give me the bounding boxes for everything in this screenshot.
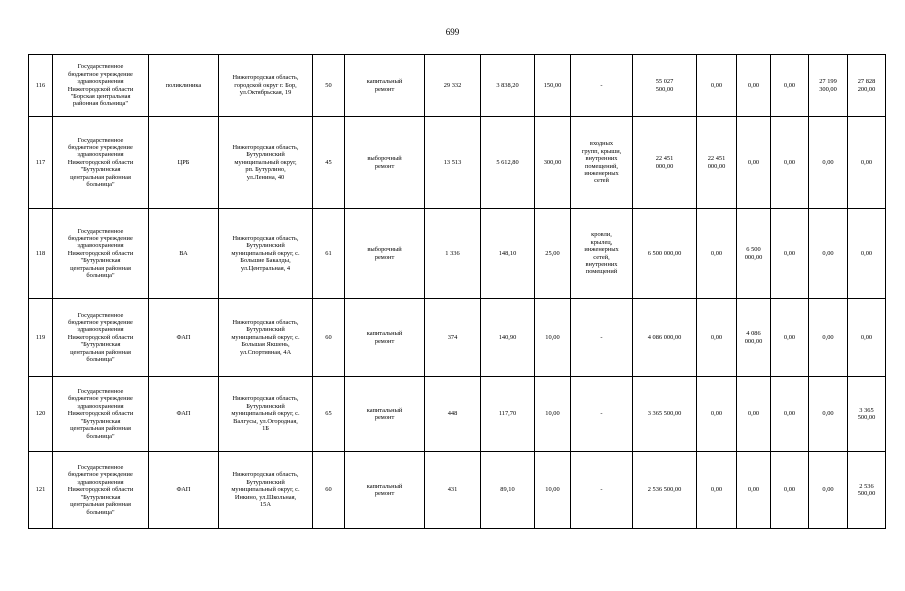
organization-cell-line: здравоохранения xyxy=(77,242,124,250)
address-cell-line: Нижегородская область, xyxy=(232,143,299,151)
year2-cost-cell-line: 0,00 xyxy=(747,486,760,494)
total-cost-cell xyxy=(633,209,697,299)
organization-cell-line: центральная районная xyxy=(70,173,131,181)
organization-cell-line: Государственное xyxy=(77,227,124,235)
year2-cost-cell-line: 4 086 xyxy=(746,330,761,338)
year1-cost-cell-line: 0,00 xyxy=(710,410,723,418)
table-row xyxy=(29,117,886,209)
organization-cell-line: больница" xyxy=(86,432,115,440)
year4-cost-cell xyxy=(809,209,848,299)
organization-cell-line: центральная районная xyxy=(70,425,131,433)
elements-cell-line: инженерных xyxy=(584,246,619,254)
year2-cost-cell xyxy=(737,299,771,377)
total-cost-cell-line: 500,00 xyxy=(655,85,674,93)
year5-cost-cell xyxy=(848,377,886,452)
elements-cell-line: групп, крыши, xyxy=(581,147,622,155)
year3-cost-cell xyxy=(771,55,809,117)
year4-cost-cell-line: 300,00 xyxy=(819,85,837,93)
year2-cost-cell xyxy=(737,377,771,452)
total-cost-cell-line: 000,00 xyxy=(655,162,674,170)
elements-cell xyxy=(571,55,633,117)
organization-cell xyxy=(53,55,149,117)
elements-cell-line: - xyxy=(600,333,603,341)
year5-cost-cell xyxy=(848,209,886,299)
total-cost-cell xyxy=(633,55,697,117)
year5-cost-cell-line: 0,00 xyxy=(860,249,873,257)
table-body xyxy=(29,55,886,529)
organization-cell xyxy=(53,377,149,452)
year4-cost-cell-line: 0,00 xyxy=(822,410,834,418)
table-row xyxy=(29,209,886,299)
address-cell-line: муниципальный округ, с. xyxy=(231,410,300,418)
row-number-cell: 121 xyxy=(29,452,53,529)
elements-cell-line: внутренних xyxy=(585,155,618,163)
year3-cost-cell xyxy=(771,299,809,377)
address-cell-line: Бутурлинский xyxy=(246,478,285,486)
year5-cost-cell xyxy=(848,117,886,209)
year4-cost-cell xyxy=(809,452,848,529)
year1-cost-cell-line: 0,00 xyxy=(710,333,723,341)
year5-cost-cell xyxy=(848,55,886,117)
row-number-cell: 117 xyxy=(29,117,53,209)
elements-cell xyxy=(571,117,633,209)
year2-cost-cell xyxy=(737,209,771,299)
work-type-cell-line: капитальный xyxy=(366,406,403,414)
organization-cell-line: здравоохранения xyxy=(77,78,124,86)
percent-cell: 150,00 xyxy=(535,55,571,117)
year1-cost-cell xyxy=(697,299,737,377)
address-cell-line: муниципальный округ, с. xyxy=(231,486,300,494)
year5-cost-cell-line: 27 828 xyxy=(857,78,876,86)
year4-cost-cell-line: 0,00 xyxy=(822,249,834,257)
year-cell: 45 xyxy=(313,117,345,209)
year1-cost-cell xyxy=(697,377,737,452)
work-type-cell xyxy=(345,117,425,209)
organization-cell-line: "Борская центральная xyxy=(70,92,131,100)
elements-cell-line: помещений, xyxy=(585,162,618,170)
work-type-cell-line: капитальный xyxy=(366,78,403,86)
organization-cell-line: Государственное xyxy=(77,136,124,144)
elements-cell xyxy=(571,377,633,452)
year1-cost-cell xyxy=(697,117,737,209)
organization-cell-line: "Бутурлинская xyxy=(80,493,121,501)
year1-cost-cell xyxy=(697,209,737,299)
address-cell xyxy=(219,209,313,299)
address-cell xyxy=(219,55,313,117)
organization-cell-line: бюджетное учреждение xyxy=(68,471,133,479)
total-cost-cell-line: 6 500 000,00 xyxy=(647,249,682,257)
elements-cell-line: сетей, xyxy=(593,253,610,261)
work-type-cell-line: ремонт xyxy=(374,253,395,261)
year4-cost-cell-line: 0,00 xyxy=(822,158,834,166)
address-cell-line: ул.Центральная, 4 xyxy=(240,264,291,272)
address-cell-line: ул.Ленина, 40 xyxy=(246,173,285,181)
address-cell-line: Большие Бакалды, xyxy=(240,257,291,265)
year4-cost-cell xyxy=(809,377,848,452)
year3-cost-cell xyxy=(771,452,809,529)
work-type-cell-line: капитальный xyxy=(366,330,403,338)
year3-cost-cell xyxy=(771,209,809,299)
data-table xyxy=(28,54,886,529)
organization-cell-line: Нижегородской области xyxy=(67,410,134,418)
address-cell-line: Большая Якшень, xyxy=(241,341,290,349)
percent-cell: 25,00 xyxy=(535,209,571,299)
organization-cell-line: Государственное xyxy=(77,388,124,396)
elements-cell-line: кровли, xyxy=(591,231,612,239)
year2-cost-cell-line: 0,00 xyxy=(747,410,760,418)
organization-cell-line: Нижегородской области xyxy=(67,85,134,93)
year-cell: 61 xyxy=(313,209,345,299)
address-cell-line: муниципальный округ, с. xyxy=(231,333,300,341)
organization-cell-line: Государственное xyxy=(77,464,124,472)
elements-cell-line: - xyxy=(600,486,603,494)
elements-cell-line: крылец, xyxy=(590,238,613,246)
elements-cell xyxy=(571,209,633,299)
area-cell: 29 332 xyxy=(425,55,481,117)
organization-cell-line: здравоохранения xyxy=(77,326,124,334)
year4-cost-cell xyxy=(809,299,848,377)
year1-cost-cell-line: 0,00 xyxy=(710,486,723,494)
year3-cost-cell xyxy=(771,117,809,209)
year5-cost-cell-line: 0,00 xyxy=(860,158,873,166)
organization-cell-line: районная больница" xyxy=(72,100,129,108)
organization-cell-line: Нижегородской области xyxy=(67,158,134,166)
organization-cell-line: Нижегородской области xyxy=(67,486,134,494)
year5-cost-cell-line: 3 365 xyxy=(859,406,874,414)
year3-cost-cell-line: 0,00 xyxy=(783,81,796,89)
organization-cell-line: здравоохранения xyxy=(77,402,124,410)
year4-cost-cell-line: 0,00 xyxy=(822,333,834,341)
year3-cost-cell-line: 0,00 xyxy=(783,158,796,166)
year4-cost-cell xyxy=(809,55,848,117)
address-cell xyxy=(219,377,313,452)
organization-cell-line: Нижегородской области xyxy=(67,249,134,257)
organization-cell-line: центральная районная xyxy=(70,348,131,356)
address-cell-line: муниципальный округ, xyxy=(234,158,297,166)
table-row xyxy=(29,55,886,117)
organization-cell-line: центральная районная xyxy=(70,501,131,509)
year5-cost-cell-line: 500,00 xyxy=(857,490,876,497)
facility-type-cell: поликлиника xyxy=(149,55,219,117)
organization-cell-line: больница" xyxy=(86,272,115,280)
work-type-cell-line: выборочный xyxy=(367,246,402,254)
year5-cost-cell-line: 0,00 xyxy=(860,333,873,341)
organization-cell-line: Государственное xyxy=(77,63,124,71)
year4-cost-cell xyxy=(809,117,848,209)
facility-type-cell: ВА xyxy=(149,209,219,299)
address-cell xyxy=(219,117,313,209)
row-number-cell: 120 xyxy=(29,377,53,452)
work-type-cell-line: капитальный xyxy=(366,482,403,490)
year-cell: 50 xyxy=(313,55,345,117)
organization-cell-line: больница" xyxy=(86,356,115,364)
organization-cell-line: здравоохранения xyxy=(77,151,124,159)
organization-cell-line: здравоохранения xyxy=(77,478,124,486)
address-cell-line: городской округ г. Бор, xyxy=(234,81,297,89)
facility-type-cell: ФАП xyxy=(149,452,219,529)
work-type-cell xyxy=(345,299,425,377)
year2-cost-cell xyxy=(737,55,771,117)
year2-cost-cell-line: 0,00 xyxy=(747,81,760,89)
organization-cell-line: "Бутурлинская xyxy=(80,166,121,174)
unit-cost-cell: 117,70 xyxy=(481,377,535,452)
area-cell: 431 xyxy=(425,452,481,529)
year-cell: 60 xyxy=(313,299,345,377)
year1-cost-cell-line: 000,00 xyxy=(707,162,726,170)
area-cell: 1 336 xyxy=(425,209,481,299)
work-type-cell-line: выборочный xyxy=(367,155,402,163)
organization-cell-line: бюджетное учреждение xyxy=(68,143,133,151)
page-number: 699 xyxy=(445,27,460,37)
organization-cell-line: больница" xyxy=(86,181,115,189)
organization-cell-line: больница" xyxy=(86,508,115,516)
year2-cost-cell-line: 0,00 xyxy=(747,158,760,166)
year2-cost-cell-line: 6 500 xyxy=(746,246,761,254)
table-row xyxy=(29,452,886,529)
address-cell-line: 1Б xyxy=(262,425,269,433)
elements-cell-line: помещений xyxy=(585,268,618,276)
work-type-cell-line: ремонт xyxy=(374,490,395,497)
address-cell-line: рп. Бутурлино, xyxy=(245,166,286,174)
organization-cell-line: бюджетное учреждение xyxy=(68,234,133,242)
total-cost-cell xyxy=(633,117,697,209)
address-cell-line: Нижегородская область, xyxy=(232,74,299,82)
organization-cell-line: "Бутурлинская xyxy=(80,341,121,349)
year1-cost-cell-line: 0,00 xyxy=(710,81,723,89)
total-cost-cell-line: 55 027 xyxy=(655,78,674,86)
year5-cost-cell xyxy=(848,452,886,529)
work-type-cell xyxy=(345,55,425,117)
area-cell: 13 513 xyxy=(425,117,481,209)
area-cell: 374 xyxy=(425,299,481,377)
year5-cost-cell-line: 200,00 xyxy=(857,85,876,93)
year3-cost-cell-line: 0,00 xyxy=(783,333,796,341)
work-type-cell-line: ремонт xyxy=(374,337,395,345)
total-cost-cell xyxy=(633,452,697,529)
elements-cell xyxy=(571,299,633,377)
work-type-cell xyxy=(345,377,425,452)
percent-cell: 10,00 xyxy=(535,377,571,452)
work-type-cell-line: ремонт xyxy=(374,162,395,170)
percent-cell: 300,00 xyxy=(535,117,571,209)
year1-cost-cell xyxy=(697,55,737,117)
elements-cell xyxy=(571,452,633,529)
year2-cost-cell xyxy=(737,452,771,529)
organization-cell xyxy=(53,209,149,299)
address-cell-line: Бутурлинский xyxy=(246,402,285,410)
address-cell-line: 15А xyxy=(259,501,271,509)
total-cost-cell-line: 3 365 500,00 xyxy=(647,410,682,418)
organization-cell-line: бюджетное учреждение xyxy=(68,318,133,326)
row-number-cell: 118 xyxy=(29,209,53,299)
address-cell-line: Нижегородская область, xyxy=(232,318,299,326)
elements-cell-line: инженерных xyxy=(584,169,619,177)
organization-cell-line: Государственное xyxy=(77,311,124,319)
unit-cost-cell: 89,10 xyxy=(481,452,535,529)
address-cell-line: Нижегородская область, xyxy=(232,395,299,403)
year2-cost-cell xyxy=(737,117,771,209)
total-cost-cell-line: 22 451 xyxy=(655,155,674,163)
work-type-cell xyxy=(345,452,425,529)
year3-cost-cell-line: 0,00 xyxy=(783,410,796,418)
facility-type-cell: ФАП xyxy=(149,299,219,377)
year3-cost-cell xyxy=(771,377,809,452)
organization-cell-line: Нижегородской области xyxy=(67,333,134,341)
year-cell: 60 xyxy=(313,452,345,529)
unit-cost-cell: 5 612,80 xyxy=(481,117,535,209)
row-number-cell: 119 xyxy=(29,299,53,377)
elements-cell-line: внутренних xyxy=(585,260,618,268)
year4-cost-cell-line: 0,00 xyxy=(822,486,834,494)
year3-cost-cell-line: 0,00 xyxy=(783,249,796,257)
address-cell-line: Нижегородская область, xyxy=(232,234,299,242)
address-cell-line: Валгусы, ул.Огородная, xyxy=(233,417,298,425)
year4-cost-cell-line: 27 199 xyxy=(819,78,837,86)
elements-cell-line: сетей xyxy=(594,177,609,185)
row-number-cell: 116 xyxy=(29,55,53,117)
table-row xyxy=(29,377,886,452)
year2-cost-cell-line: 000,00 xyxy=(744,253,763,261)
year1-cost-cell-line: 0,00 xyxy=(710,249,723,257)
address-cell xyxy=(219,299,313,377)
organization-cell-line: центральная районная xyxy=(70,264,131,272)
work-type-cell-line: ремонт xyxy=(374,85,395,93)
total-cost-cell-line: 2 536 500,00 xyxy=(647,486,682,494)
address-cell xyxy=(219,452,313,529)
year5-cost-cell-line: 500,00 xyxy=(857,414,876,421)
address-cell-line: ул.Октябрьская, 19 xyxy=(239,89,292,97)
unit-cost-cell: 3 838,20 xyxy=(481,55,535,117)
organization-cell-line: "Бутурлинская xyxy=(80,417,121,425)
address-cell-line: Инкино, ул.Школьная, xyxy=(234,493,297,501)
elements-cell-line: - xyxy=(600,410,603,418)
facility-type-cell: ЦРБ xyxy=(149,117,219,209)
elements-cell-line: - xyxy=(600,81,603,89)
year5-cost-cell xyxy=(848,299,886,377)
total-cost-cell xyxy=(633,377,697,452)
address-cell-line: Нижегородская область, xyxy=(232,471,299,479)
address-cell-line: муниципальный округ, с. xyxy=(231,249,300,257)
unit-cost-cell: 148,10 xyxy=(481,209,535,299)
year5-cost-cell-line: 2 536 xyxy=(859,482,874,490)
year3-cost-cell-line: 0,00 xyxy=(783,486,796,494)
year2-cost-cell-line: 000,00 xyxy=(744,337,763,345)
total-cost-cell-line: 4 086 000,00 xyxy=(647,333,682,341)
total-cost-cell xyxy=(633,299,697,377)
work-type-cell-line: ремонт xyxy=(374,414,395,421)
address-cell-line: Бутурлинский xyxy=(246,151,285,159)
organization-cell xyxy=(53,117,149,209)
year1-cost-cell-line: 22 451 xyxy=(707,155,726,163)
address-cell-line: ул.Спортивная, 4А xyxy=(239,348,292,356)
organization-cell xyxy=(53,452,149,529)
year1-cost-cell xyxy=(697,452,737,529)
area-cell: 448 xyxy=(425,377,481,452)
unit-cost-cell: 140,90 xyxy=(481,299,535,377)
elements-cell-line: входных xyxy=(589,140,614,148)
organization-cell-line: бюджетное учреждение xyxy=(68,395,133,403)
year-cell: 65 xyxy=(313,377,345,452)
address-cell-line: Бутурлинский xyxy=(246,242,285,250)
organization-cell xyxy=(53,299,149,377)
organization-cell-line: "Бутурлинская xyxy=(80,257,121,265)
table-row xyxy=(29,299,886,377)
percent-cell: 10,00 xyxy=(535,299,571,377)
percent-cell: 10,00 xyxy=(535,452,571,529)
organization-cell-line: бюджетное учреждение xyxy=(68,70,133,78)
facility-type-cell: ФАП xyxy=(149,377,219,452)
address-cell-line: Бутурлинский xyxy=(246,326,285,334)
work-type-cell xyxy=(345,209,425,299)
